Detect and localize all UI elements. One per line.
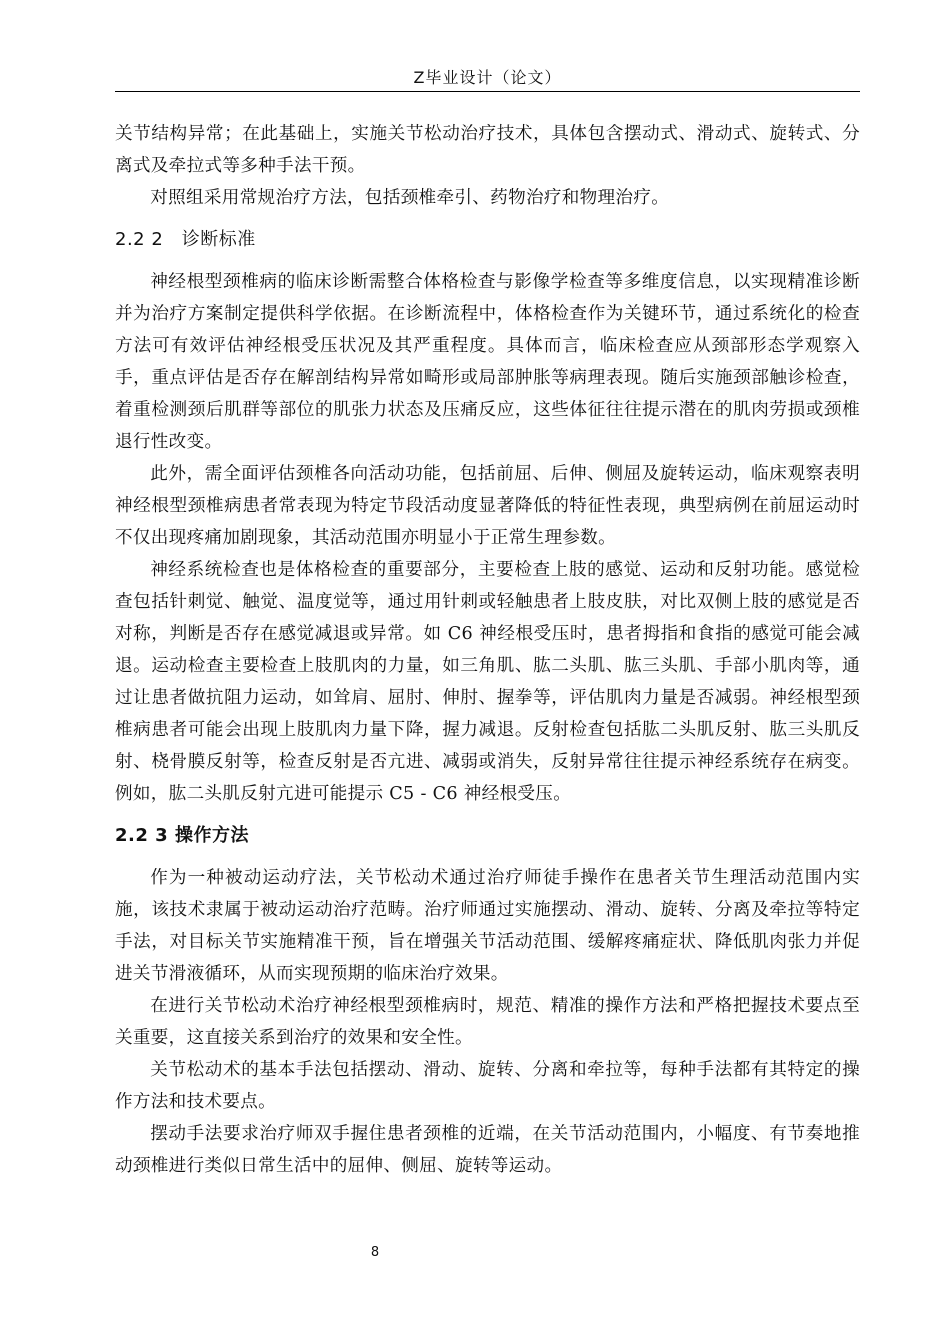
paragraph: 关节结构异常；在此基础上，实施关节松动治疗技术，具体包含摆动式、滑动式、旋转式、分离式及牵拉式等多种手法干预。 xyxy=(115,124,860,176)
paragraph: 摆动手法要求治疗师双手握住患者颈椎的近端，在关节活动范围内，小幅度、有节奏地推动颈椎进行类似日常生活中的屈伸、侧屈、旋转等运动。 xyxy=(115,1124,860,1176)
header-rule xyxy=(115,91,860,92)
paragraph: 神经系统检查也是体格检查的重要部分，主要检查上肢的感觉、运动和反射功能。感觉检查包括针刺觉、触觉、温度觉等，通过用针刺或轻触患者上肢皮肤，对比双侧上肢的感觉是否对称，判断是否存在感觉减退或异常。如 C6 神经根受压时，患者拇指和食指的感觉可能会减退。运动检查主要检查上肢肌肉的力量，如三角肌、肱二头肌、肱三头肌、手部小肌肉等，通过让患者做抗阻力运动，如耸肩、屈肘、伸肘、握拳等，评估肌肉力量是否减弱。神经根型颈椎病患者可能会出现上肢肌肉力量下降，握力减退。反射检查包括肱二头肌反射、肱三头肌反射、桡骨膜反射等，检查反射是否亢进、减弱或消失，反射异常往往提示神经系统存在病变。例如，肱二头肌反射亢进可能提示 C5 - C6 神经根受压。 xyxy=(115,560,860,804)
paragraph: 此外，需全面评估颈椎各向活动功能，包括前屈、后伸、侧屈及旋转运动，临床观察表明神经根型颈椎病患者常表现为特定节段活动度显著降低的特征性表现，典型病例在前屈运动时不仅出现疼痛加剧现象，其活动范围亦明显小于正常生理参数。 xyxy=(115,464,860,548)
section-heading-diagnosis: 2.2 2 诊断标准 xyxy=(115,229,256,250)
running-header: Z毕业设计（论文） xyxy=(413,68,562,87)
paragraph: 关节松动术的基本手法包括摆动、滑动、旋转、分离和牵拉等，每种手法都有其特定的操作方法和技术要点。 xyxy=(115,1060,860,1112)
paragraph: 在进行关节松动术治疗神经根型颈椎病时，规范、精准的操作方法和严格把握技术要点至关重要，这直接关系到治疗的效果和安全性。 xyxy=(115,996,860,1048)
page-number: 8 xyxy=(370,1245,380,1260)
body-text xyxy=(115,118,860,1182)
paragraph: 神经根型颈椎病的临床诊断需整合体格检查与影像学检查等多维度信息，以实现精准诊断并为治疗方案制定提供科学依据。在诊断流程中，体格检查作为关键环节，通过系统化的检查方法可有效评估神经根受压状况及其严重程度。具体而言，临床检查应从颈部形态学观察入手，重点评估是否存在解剖结构异常如畸形或局部肿胀等病理表现。随后实施颈部触诊检查，着重检测颈后肌群等部位的肌张力状态及压痛反应，这些体征往往提示潜在的肌肉劳损或颈椎退行性改变。 xyxy=(115,272,860,452)
paragraph: 作为一种被动运动疗法，关节松动术通过治疗师徒手操作在患者关节生理活动范围内实施，该技术隶属于被动运动治疗范畴。治疗师通过实施摆动、滑动、旋转、分离及牵拉等特定手法，对目标关节实施精准干预，旨在增强关节活动范围、缓解疼痛症状、降低肌肉张力并促进关节滑液循环，从而实现预期的临床治疗效果。 xyxy=(115,868,860,984)
paragraph: 对照组采用常规治疗方法，包括颈椎牵引、药物治疗和物理治疗。 xyxy=(150,188,670,208)
section-heading-procedure: 2.2 3 操作方法 xyxy=(115,825,249,846)
